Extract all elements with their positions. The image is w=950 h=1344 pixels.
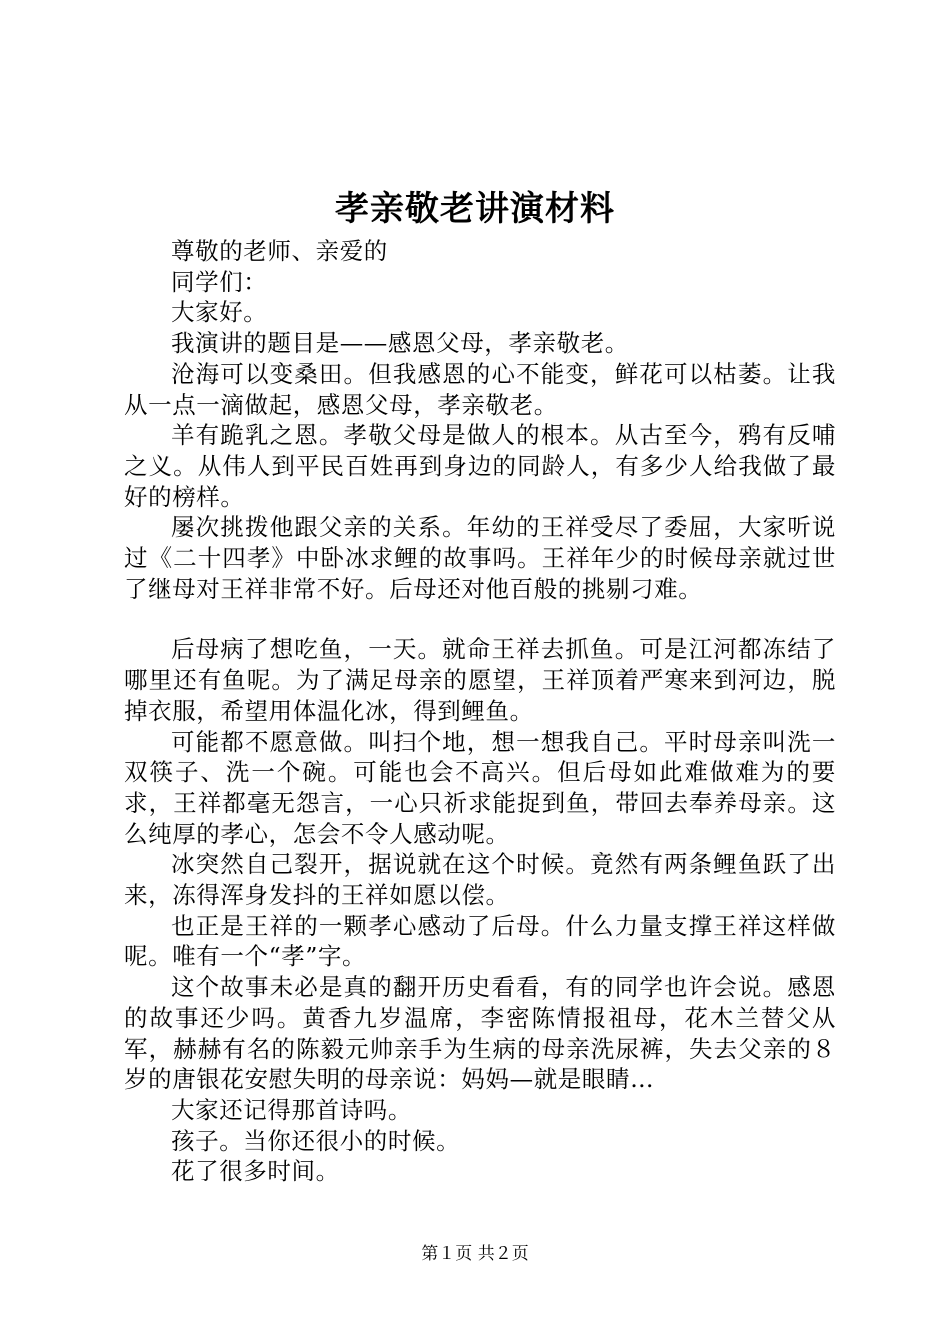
paragraph: 这个故事未必是真的翻开历史看看，有的同学也许会说。感恩的故事还少吗。黄香九岁温席，李密陈情报祖母，花木兰替父从军，赫赫有名的陈毅元帅亲手为生病的母亲洗尿裤，失去父亲的８岁的唐银花安慰失明的母亲说：妈妈—就是眼睛… [124, 973, 836, 1094]
document-body [124, 236, 836, 1187]
paragraph: 沧海可以变桑田。但我感恩的心不能变，鲜花可以枯萎。让我从一点一滴做起，感恩父母，孝亲敬老。 [124, 359, 836, 419]
paragraph: 同学们： [171, 267, 268, 296]
document-title: 孝亲敬老讲演材料 [335, 189, 615, 229]
paragraph: 也正是王祥的一颗孝心感动了后母。什么力量支撑王祥这样做呢。唯有一个“孝”字。 [124, 911, 836, 971]
paragraph: 尊敬的老师、亲爱的 [171, 237, 388, 265]
paragraph: 冰突然自己裂开，据说就在这个时候。竟然有两条鲤鱼跃了出来，冻得浑身发抖的王祥如愿以偿。 [124, 850, 836, 910]
paragraph: 花了很多时间。 [171, 1157, 340, 1186]
paragraph: 屡次挑拨他跟父亲的关系。年幼的王祥受尽了委屈，大家听说过《二十四孝》中卧冰求鲤的故事吗。王祥年少的时候母亲就过世了继母对王祥非常不好。后母还对他百般的挑剔刁难。 [124, 513, 836, 603]
paragraph: 我演讲的题目是——感恩父母，孝亲敬老。 [171, 329, 629, 358]
paragraph: 大家好。 [171, 298, 268, 327]
page-number: 第１页 共２页 [421, 1244, 529, 1264]
paragraph: 羊有跪乳之恩。孝敬父母是做人的根本。从古至今，鸦有反哺之义。从伟人到平民百姓再到身边的同龄人，有多少人给我做了最好的榜样。 [124, 421, 836, 511]
paragraph: 大家还记得那首诗吗。 [171, 1095, 412, 1124]
paragraph: 可能都不愿意做。叫扫个地，想一想我自己。平时母亲叫洗一双筷子、洗一个碗。可能也会不高兴。但后母如此难做难为的要求，王祥都毫无怨言，一心只祈求能捉到鱼，带回去奉养母亲。这么纯厚的孝心，怎会不令人感动呢。 [124, 727, 836, 848]
paragraph: 孩子。当你还很小的时候。 [171, 1126, 461, 1155]
paragraph: 后母病了想吃鱼，一天。就命王祥去抓鱼。可是江河都冻结了哪里还有鱼呢。为了满足母亲的愿望，王祥顶着严寒来到河边，脱掉衣服，希望用体温化冰，得到鲤鱼。 [124, 635, 836, 725]
